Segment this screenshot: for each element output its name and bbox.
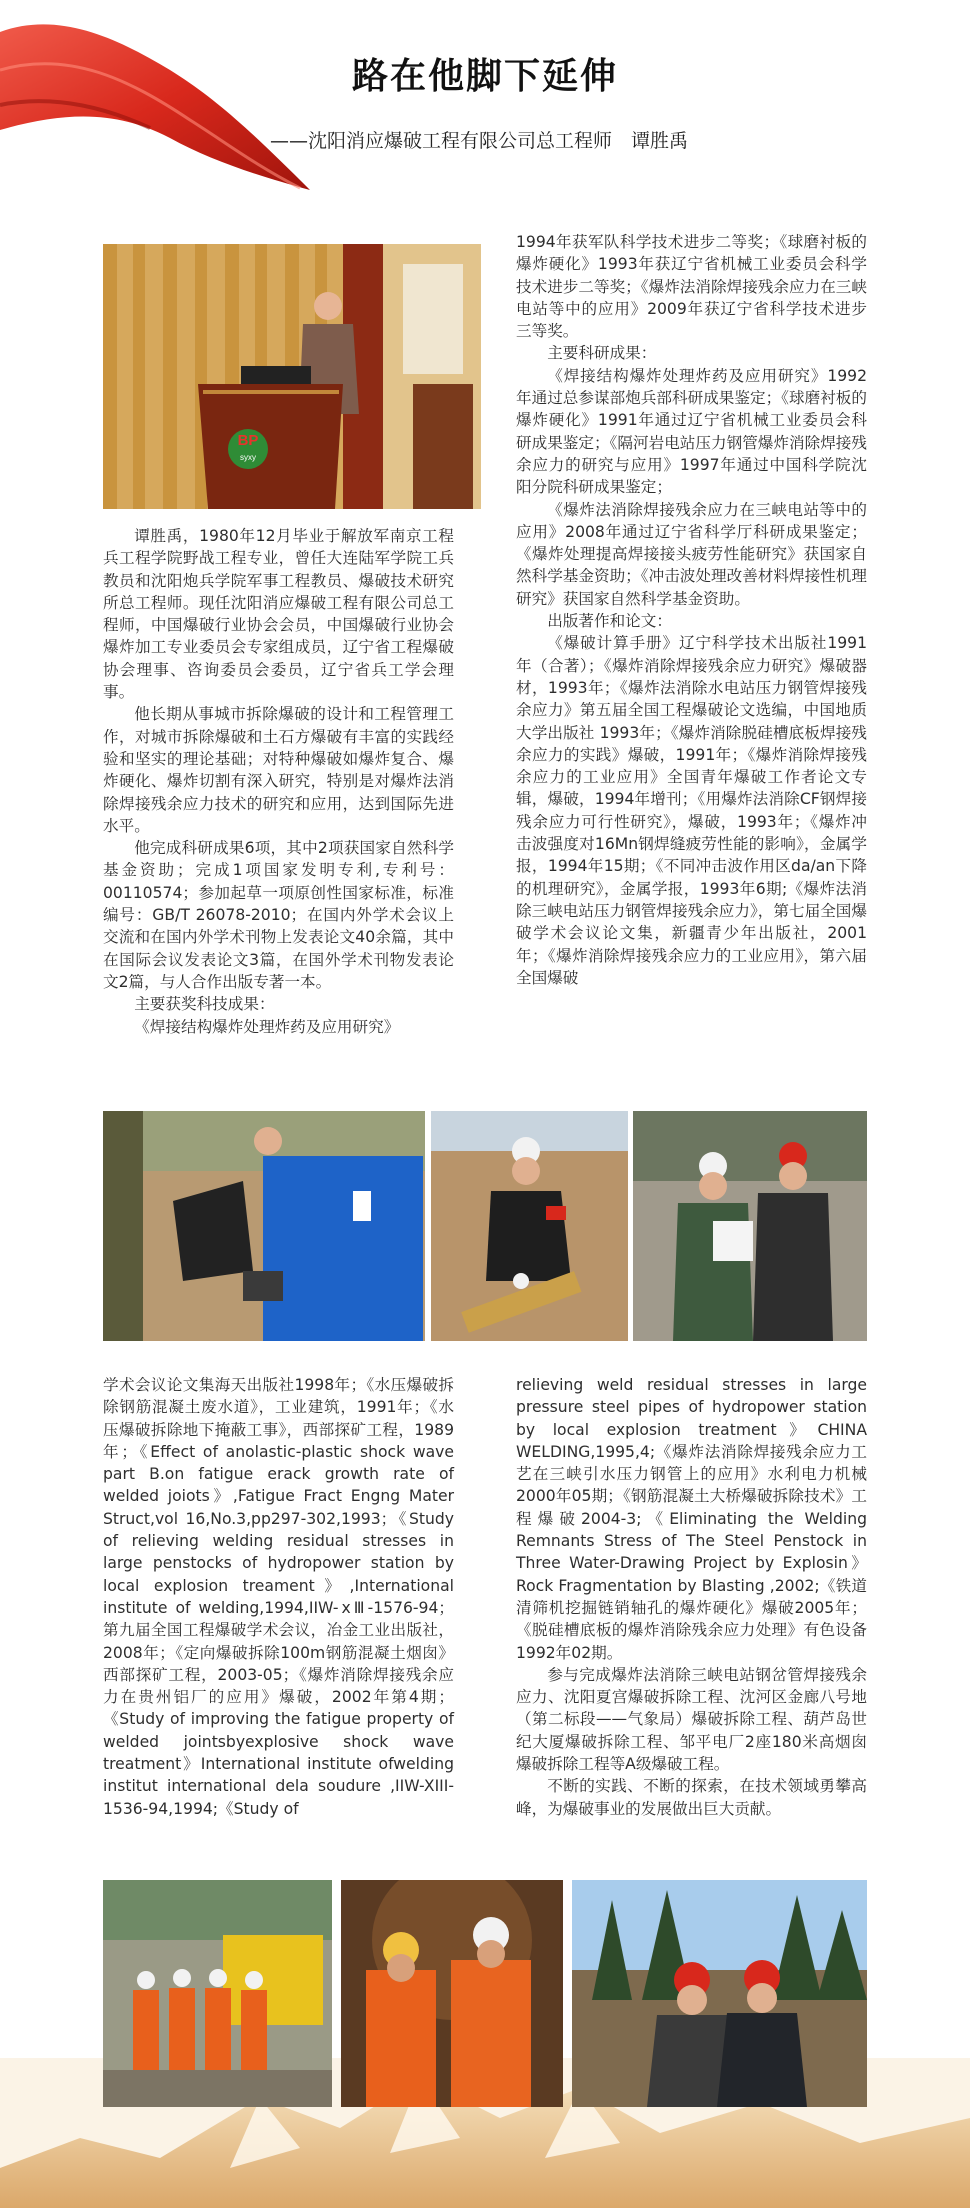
paragraph: 《焊接结构爆炸处理炸药及应用研究》1992年通过总参谋部炮兵部科研成果鉴定；《球磨衬板的爆炸硬化》1991年通过辽宁省机械工业委员会科研成果鉴定；《隔河岩电站压力钢管爆炸消除焊接残余应力的研究与应用》1997年通过中国科学院沈阳分院科研成果鉴定；	[516, 366, 867, 497]
photo-crew-in-orange-suits	[103, 1880, 332, 2107]
paragraph: relieving weld residual stresses in large pressure steel pipes of hydropower station by local explosion treatment》CHINA WELDING,1995,4;《爆炸法消除焊接残余应力工艺在三峡引水压力钢管上的应用》水利电力机械2000年05期；《钢筋混凝土大桥爆破拆除技术》工程爆破2004-3;《Eliminating the Welding Remnants Stress of The Steel Penstock in Three Water-Drawing Project by Explosin》Rock Fragmentation by Blasting ,2002;《铁道清筛机挖掘链销轴孔的爆炸硬化》爆破2005年；《脱硅槽底板的爆炸消除残余应力处理》有色设备1992年02期。	[516, 1376, 867, 1662]
paragraph: 1994年获军队科学技术进步二等奖；《球磨衬板的爆炸硬化》1993年获辽宁省机械工业委员会科学技术进步二等奖；《爆炸法消除焊接残余应力在三峡电站等中的应用》2009年获辽宁省科学技术进步三等奖。	[516, 233, 867, 341]
article-column-bottom-right	[516, 1374, 867, 1820]
photo-miners-in-tunnel	[341, 1880, 563, 2107]
paragraph: 出版著作和论文：	[547, 612, 672, 631]
photo-field-inspection	[103, 1111, 425, 1341]
paragraph: 他长期从事城市拆除爆破的设计和工程管理工作，对城市拆除爆破和土石方爆破有丰富的实践经验和坚实的理论基础；对特种爆破如爆炸复合、爆炸硬化、爆炸切割有深入研究，特别是对爆炸法消除焊接残余应力技术的研究和应用，达到国际先进水平。	[103, 705, 454, 835]
red-flag-decoration	[0, 10, 320, 200]
paragraph: 不断的实践、不断的探索，在技术领域勇攀高峰，为爆破事业的发展做出巨大贡献。	[516, 1777, 867, 1818]
paragraph: 谭胜禹，1980年12月毕业于解放军南京工程兵工程学院野战工程专业，曾任大连陆军学院工兵教员和沈阳炮兵学院军事工程教员、爆破技术研究所总工程师。现任沈阳消应爆破工程有限公司总工程师，中国爆破行业协会会员，中国爆破行业协会爆炸加工专业委员会专家组成员，辽宁省工程爆破协会理事、咨询委员会委员，辽宁省兵工学会理事。	[103, 527, 454, 702]
article-column-top-left	[103, 525, 454, 1038]
paragraph: 《爆破计算手册》辽宁科学技术出版社1991年（合著）；《爆炸消除焊接残余应力研究》爆破器材，1993年；《爆炸法消除水电站压力钢管焊接残余应力》第五届全国工程爆破论文选编，中国地质大学出版社 1993年；《爆炸消除脱硅槽底板焊接残余应力的实践》爆破，1991年；《爆炸消除焊接残余应力的工业应用》全国青年爆破工作者论文专辑，爆破，1994年增刊；《用爆炸法消除CF钢焊接残余应力可行性研究》，爆破，1993年；《爆炸冲击波强度对16Mn钢焊缝疲劳性能的影响》，金属学报，1994年15期；《不同冲击波作用区da/an下降的机理研究》，金属学报，1993年6期;《爆炸法消除三峡电站压力钢管焊接残余应力》，第七届全国爆破学术会议论文集，新疆青少年出版社，2001年；《爆炸消除焊接残余应力的工业应用》，第六届全国爆破	[516, 634, 867, 987]
photo-engineers-in-red-helmets	[572, 1880, 867, 2107]
paragraph: 《焊接结构爆炸处理炸药及应用研究》	[134, 1017, 400, 1036]
photo-engineers-reviewing-plans	[633, 1111, 867, 1341]
article-column-bottom-left	[103, 1374, 454, 1820]
paragraph: 参与完成爆炸法消除三峡电站钢岔管焊接残余应力、沈阳夏宫爆破拆除工程、沈河区金廊八号地（第二标段——气象局）爆破拆除工程、葫芦岛世纪大厦爆破拆除工程、邹平电厂2座180米高烟囱爆破拆除工程等A级爆破工程。	[516, 1665, 867, 1774]
podium-logo-subtext: syxy	[240, 453, 256, 462]
page-title: 路在他脚下延伸	[351, 55, 618, 97]
article-column-top-right	[516, 231, 867, 989]
paragraph: 他完成科研成果6项，其中2项获国家自然科学基金资助；完成1项国家发明专利,专利号：00110574；参加起草一项原创性国家标准，标准编号：GB/T 26078-2010；在国内外学术会议上交流和在国内外学术刊物上发表论文40余篇，其中在国际会议发表论文3篇，在国外学术刊物发表论文2篇，与人合作出版专著一本。	[103, 839, 454, 991]
paragraph: 主要科研成果：	[547, 344, 657, 363]
podium-logo-text: BP	[237, 432, 259, 449]
paragraph: 主要获奖科技成果：	[134, 995, 275, 1014]
paragraph: 学术会议论文集海天出版社1998年；《水压爆破拆除钢筋混凝土废水道》，工业建筑，1991年；《水压爆破拆除地下掩蔽工事》，西部探矿工程，1989年；《Effect of anolastic-plastic shock wave part B.on fatigue erack growth rate of welded joiots》,Fatigue Fract Engng Mater Struct,vol 16,No.3,pp297-302,1993；《Study of relieving welding residual stresses in large penstocks of hydropower station by local explosion treament》,International institute of welding,1994,IIW-ⅹⅢ-1576-94；第九届全国工程爆破学术会议，冶金工业出版社，2008年；《定向爆破拆除100m钢筋混凝土烟囱》西部探矿工程，2003-05；《爆炸消除焊接残余应力在贵州铝厂的应用》爆破，2002年第4期；《Study of improving the fatigue property of welded jointsbyexplosive shock wave treatment》International institute ofwelding institut international dela soudure ,IIW-XIII-1536-94,1994;《Study of	[103, 1376, 454, 1818]
page-subtitle: ——沈阳消应爆破工程有限公司总工程师 谭胜禹	[270, 130, 689, 152]
paragraph: 《爆炸法消除焊接残余应力在三峡电站等中的应用》2008年通过辽宁省科学厅科研成果鉴定；《爆炸处理提高焊接接头疲劳性能研究》获国家自然科学基金资助；《冲击波处理改善材料焊接性机理研究》获国家自然科学基金资助。	[516, 500, 867, 608]
photo-speaker-at-podium	[103, 244, 481, 509]
photo-worker-with-explosive-charges	[431, 1111, 628, 1341]
